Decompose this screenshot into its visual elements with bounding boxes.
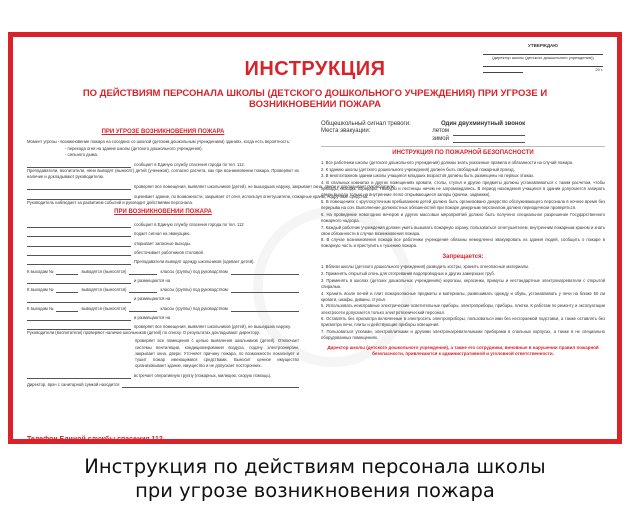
evacuation-places — [321, 128, 605, 143]
safety-rule: 3. В многоэтажном здании школы учащиеся младших возрастов должны быть размещены на первых этажах. — [321, 173, 535, 179]
fill-line: встречает оперативную группу (пожарных, милицию, скорую помощь). — [27, 370, 299, 379]
poster-subtitle: ПО ДЕЙСТВИЯМ ПЕРСОНАЛА ШКОЛЫ (ДЕТСКОГО ДОШКОЛЬНОГО УЧРЕЖДЕНИЯ) ПРИ УГРОЗЕ И ВОЗНИКНОВЕНИИ ПОЖАРА — [82, 88, 548, 110]
threat-heading: ПРИ УГРОЗЕ ВОЗНИКНОВЕНИЯ ПОЖАРА — [101, 129, 225, 135]
safety-list — [321, 160, 605, 249]
fill-line-text: оценивает здание, по возможности, закрывает от огня, используя огнетушители, пожарные краны, подручные средства. — [134, 193, 369, 199]
image-caption — [0, 455, 630, 503]
fill-line — [27, 159, 299, 168]
emergency-phone-label: Телефон Единой службы спасения 112, — [27, 436, 165, 443]
caption-line-1: Инструкция по действиям персонала школы — [84, 455, 546, 478]
after-exit-paragraph: Руководители (воспитатели) проверяют наличие школьников (детей) по списку. О результатах докладывают директору. — [27, 330, 260, 336]
evac-summer: летом — [432, 128, 449, 134]
fill-line-text: сообщает в Единую службу спасения города по тел. 112. — [134, 162, 245, 168]
exit-line: К выходам № выводятся (выносятся) классы (группы) под руководством — [27, 284, 299, 293]
exit-place-line: и размещаются на — [27, 275, 299, 284]
right-column — [321, 120, 605, 357]
forbidden-rule: 7. Пользоваться утюгами, электроплитками и другими электронагревательными приборами в спальных корпусах, а также в не специально оборудованных помещениях. — [321, 328, 605, 341]
liability-note: Директор школы (детского дошкольного учреждения), а также его сотрудники, виновные в нарушении правил пожарной безопасности, привлекаются к административной и уголовной ответственности. — [327, 345, 599, 357]
approval-title: УТВЕРЖДАЮ — [528, 43, 558, 48]
threat-paragraph: - перехода огня на здание школы (детского дошкольного учреждения); — [65, 145, 203, 151]
forbidden-heading: Запрещается: — [442, 254, 484, 261]
fill-line: Преподаватели выводят одежду школьников (одевает детей). — [27, 256, 299, 265]
emergency-phone — [27, 436, 276, 443]
forbidden-rule: 6. Оставлять без присмотра включенные в электросеть электроприборы, пользоваться ими без несгораемой подставки, а также оставлять без присмотра печи, плиты и действующие приборы освещения. — [321, 316, 605, 328]
forbidden-list — [321, 264, 605, 341]
fill-line-text: проверяет все помещения, выявляет школьников (детей), не вышедших наружу, закрывает окна, двери и докладывает руководителю. — [134, 184, 396, 190]
safety-rule: 5. В помещениях с круглосуточным пребыванием детей должно быть организовано дежурство обслуживающего персонала в ночное время без перерыва на сон. Выполнение должностных обязанностей при пожаре дежурным персоналом должно периодически проверяться. — [321, 198, 605, 211]
approval-date: 20 г. — [595, 67, 603, 72]
after-exit-paragraph: проверяет все помещения с целью выявления школьников (детей). Отключает системы вентиляции, кондиционирования воздуха, подачу электроэнергии, закрывает окна, двери. Уточняет причину пожара, по возможности локализует и тушит пожар имеющимися средствами. Выносит ценное имущество организовывает здание, имущество и не допускает посторонних. — [135, 338, 299, 368]
exit-place-line: и размещаются на — [27, 312, 299, 321]
poster-title: ИНСТРУКЦИЯ — [244, 58, 386, 80]
safety-rule: 7. Каждый работник учреждения должен уметь вызывать пожарную охрану, пользоваться огнетушителем, внутренним пожарным краном и знать свои обязанности в случае возникновения пожара. — [321, 224, 605, 236]
caption-line-2: при угрозе возникновения пожара — [135, 479, 495, 502]
alarm-signal — [321, 120, 605, 128]
safety-heading: ИНСТРУКЦИЯ ПО ПОЖАРНОЙ БЕЗОПАСНОСТИ — [392, 150, 534, 156]
threat-paragraph: Момент угрозы - возникновение пожара на соседних со школой (детским дошкольным учреждением) зданиях, когда есть вероятность: — [27, 139, 291, 144]
exit-assignments — [27, 265, 299, 321]
fill-line — [27, 190, 369, 199]
fill-line: сообщает в Единую службу спасения города по тел. 112 — [27, 219, 299, 228]
instruction-poster — [8, 32, 622, 444]
exit-line: К выходам № выводятся (выносятся) классы (группы) под руководством — [27, 303, 299, 312]
safety-rule: 8. В случае возникновения пожара все работники учреждения обязаны немедленно эвакуировать из здания людей, сообщить о пожаре в пожарную часть и приступить к тушению пожара. — [321, 237, 605, 249]
safety-rule: 2. К зданию школы (детского дошкольного учреждения) должен быть свободный пожарный проезд. — [321, 166, 515, 172]
exit-line: К выходам № выводятся (выносятся) классы (группы) под руководством — [27, 265, 299, 274]
safety-rule: 1. Все работники школы (детского дошкольного учреждения) должны знать указанные правила и обязанности на случай пожара. — [321, 160, 574, 165]
fill-line: Директор, врач с санитарной сумкой находится — [27, 379, 299, 388]
threat-paragraph: Руководитель наблюдает за развитием событий и руководит действиями персонала. — [27, 199, 193, 205]
evac-winter: зимой — [432, 135, 449, 142]
fill-line: обесточивает работников столовой. — [27, 247, 299, 256]
safety-rule: 4. В спальных комнатах и других помещениях кровати, столы, стулья и другие предметы должны устанавливаться с таким расчетом, чтобы проходы, выходы, коридоры, тамбуры и лестницы ничем не загромождались. В период нахождения учащихся в здании допускается запирать двери выхода только на внутренние легко открывающиеся запоры (крючки, задвижки). — [321, 180, 605, 198]
threat-paragraph: Преподаватели, воспитатели, няни выводят (выносят) детей (учеников), согласно расчета, как при возникновении пожара. Проверяют их наличие и докладывают руководителю. — [27, 168, 299, 180]
forbidden-rule: 1. Вблизи школы (детского дошкольного учреждения) разводить костры, хранить огнеопасные материалы. — [321, 264, 530, 270]
fill-line: открывает запасные выходы. — [27, 237, 299, 246]
alarm-signal-label: Общешкольный сигнал тревоги: — [321, 121, 411, 127]
forbidden-rule: 3. Применять в школах (детских дошкольных учреждениях) керогазы, керосинки, примусы и нестандартные электронагреватели с открытой спиралью. — [321, 277, 605, 289]
fill-line — [27, 181, 396, 190]
threat-paragraph: - сильного дыма. — [65, 152, 99, 158]
approval-position-caption: (директор школы (детского дошкольного учреждения)) — [492, 55, 594, 60]
fire-heading: ПРИ ВОЗНИКНОВЕНИИ ПОЖАРА — [114, 208, 212, 215]
safety-rule: 6. На проведение новогодних вечеров и других массовых мероприятий должно быть получено специальное разрешение Государственного пожарного надзора. — [321, 211, 605, 223]
alarm-signal-value: Один двухминутный звонок — [441, 121, 526, 127]
forbidden-rule: 2. Применять открытый огонь для отогревания водопроводных и других замерзших труб. — [321, 271, 495, 277]
fill-line: подает сигнал на эвакуацию. — [27, 228, 299, 237]
evacuation-label: Места эвакуации: — [321, 128, 371, 134]
forbidden-rule: 4. Хранить возле печей и плит пожароопасные предметы и материалы, развешивать одежду и обувь, устанавливать у печи на ближе 50 см кровати, шкафы, диваны, стулья. — [321, 290, 605, 302]
exit-place-line: и размещаются на — [27, 293, 299, 302]
fill-line: проверяет все помещения, выявляет школьников (детей), не вышедших наружу. — [27, 321, 299, 330]
forbidden-rule: 5. Использовать неисправные электрические осветительные приборы, электроприборы, приборы, плитки. К работам по ремонту и эксплуатации электросети допускается только электротехнический персонал. — [321, 303, 605, 315]
